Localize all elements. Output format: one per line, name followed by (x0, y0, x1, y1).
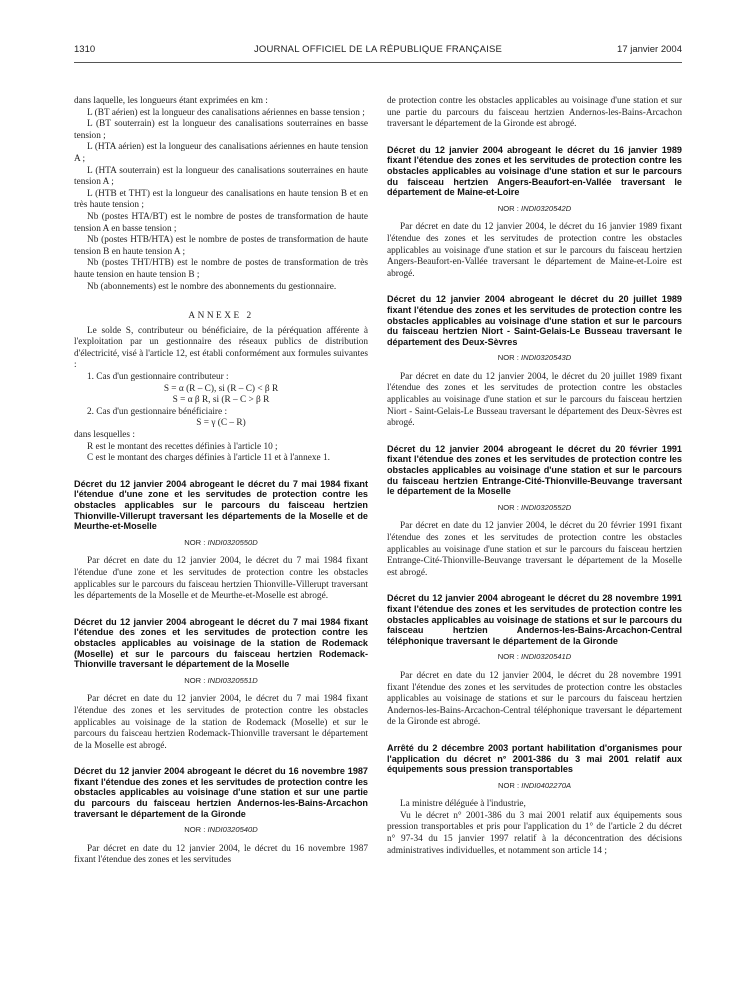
page-number: 1310 (74, 44, 96, 55)
decree-body: Par décret en date du 12 janvier 2004, le décret du 16 novembre 1987 fixant l'étendue des zones et les servitudes (74, 843, 368, 866)
left-column (74, 96, 368, 867)
issue-date: 17 janvier 2004 (617, 44, 682, 55)
nor-reference (387, 651, 682, 663)
nor-reference (74, 537, 368, 549)
definition-line: Nb (postes THT/HTB) est le nombre de postes de transformation de très haute tension en haute tension B ; (74, 258, 368, 280)
decree-title: Décret du 12 janvier 2004 abrogeant le décret du 7 mai 1984 fixant l'étendue d'une zone et les servitudes de protection contre les obstacles applicables sur le parcours du faisceau hertzien Thionville-Villerupt traversant les départements de la Moselle et de Meurthe-et-Moselle (74, 478, 368, 532)
definition-line: Nb (abonnements) est le nombre des abonnements du gestionnaire. (87, 281, 337, 292)
decree-title: Décret du 12 janvier 2004 abrogeant le décret du 16 novembre 1987 fixant l'étendue des zones et les servitudes de protection contre les obstacles applicables au voisinage d'une station et sur une partie du parcours du faisceau hertzien Andernos-les-Bains-Arcachon traversant le département de la Gironde (74, 766, 368, 819)
definition-line: C est le montant des charges définies à l'article 11 et à l'annexe 1. (87, 453, 330, 464)
text-line: dans laquelle, les longueurs étant exprimées en km : (74, 96, 268, 106)
decree-title: Décret du 12 janvier 2004 abrogeant le décret du 20 février 1991 fixant l'étendue des zones et les servitudes de protection contre les obstacles applicables au voisinage d'une station et sur le parcours du faisceau hertzien Entrange-Cité-Thionville-Beuvange traversant le département de la Moselle (387, 443, 682, 497)
annex-intro: Le solde S, contributeur ou bénéficiaire, de la péréquation afférente à l'exploitation par un gestionnaire des réseaux publics de distribution d'électricité, visé à l'article 12, est établi conformément aux formules suivantes : (74, 325, 368, 371)
definition-line: Nb (postes HTA/BT) est le nombre de postes de transformation de haute tension A en basse tension ; (74, 211, 368, 234)
decree-title: Décret du 12 janvier 2004 abrogeant le décret du 16 janvier 1989 fixant l'étendue des zones et les servitudes de protection contre les obstacles applicables au voisinage d'une station et sur le parcours du faisceau hertzien Angers-Beaufort-en-Vallée traversant le département de Maine-et-Loire (387, 144, 682, 198)
nor-label: NOR : (184, 537, 206, 547)
case-heading: 1. Cas d'un gestionnaire contributeur : (87, 372, 229, 383)
nor-reference (387, 203, 682, 215)
visa-paragraph: Vu le décret n° 2001-386 du 3 mai 2001 relatif aux équipements sous pression transportables et pris pour l'application du 1° de l'article 2 du décret n° 97-34 du 15 janvier 1997 relatif à la déconcentration des décisions administratives individuelles, et notamment son article 14 ; (387, 810, 682, 856)
nor-label: NOR : (184, 825, 206, 835)
decree-body: Par décret en date du 12 janvier 2004, le décret du 7 mai 1984 fixant l'étendue des zones et les servitudes de protection contre les obstacles applicables au voisinage de la station de Rodemack (Moselle) et sur le parcours du faisceau hertzien Rodemack-Thionville traversant le département de la Moselle est abrogé. (74, 694, 368, 751)
annex-title: ANNEXE 2 (188, 311, 254, 322)
nor-label: NOR : (497, 203, 519, 213)
nor-reference (387, 352, 682, 364)
nor-code: INDI0402270A (521, 780, 572, 790)
page-header (74, 44, 682, 58)
nor-label: NOR : (497, 780, 520, 790)
nor-label: NOR : (497, 652, 519, 662)
text-line: dans lesquelles : (74, 430, 135, 441)
decree-title: Décret du 12 janvier 2004 abrogeant le décret du 28 novembre 1991 fixant l'étendue des zones et les servitudes de protection contre les obstacles applicables au voisinage de stations et sur le parcours du faisceau hertzien Andernos-les-Bains-Arcachon-Central téléphonique traversant le département de la Gironde (387, 593, 682, 646)
definition-line: Nb (postes HTB/HTA) est le nombre de postes de transformation de haute tension B en haute tension A ; (74, 235, 368, 257)
definition-line: L (BT souterrain) est la longueur des canalisations souterraines en basse tension ; (74, 119, 368, 141)
decree-body: Par décret en date du 12 janvier 2004, le décret du 28 novembre 1991 fixant l'étendue des zones et les servitudes de protection contre les obstacles applicables au voisinage de stations et sur le parcours du faisceau hertzien Andernos-les-Bains-Arcachon-Central téléphonique traversant le département de la Gironde est abrogé. (387, 670, 682, 728)
formula: S = α (R – C), si (R – C) < β R (163, 383, 279, 394)
nor-reference (387, 502, 682, 514)
decree-title: Décret du 12 janvier 2004 abrogeant le décret du 20 juillet 1989 fixant l'étendue des zones et les servitudes de protection contre les obstacles applicables au voisinage d'une station et sur le parcours du faisceau hertzien Niort - Saint-Gelais-Le Busseau traversant le département des Deux-Sèvres (387, 294, 682, 347)
decree-body: Par décret en date du 12 janvier 2004, le décret du 7 mai 1984 fixant l'étendue d'une zone et les servitudes de protection contre les obstacles applicables sur le parcours du faisceau hertzien Thionville-Villerupt traversant les départements de la Moselle et de Meurthe-et-Moselle est abrogé. (74, 556, 368, 602)
decree-body: Par décret en date du 12 janvier 2004, le décret du 20 février 1991 fixant l'étendue des zones et les servitudes de protection contre les obstacles applicables au voisinage d'une station et sur le parcours du faisceau hertzien Entrange-Cité-Thionville-Beuvange traversant le département de la Moselle est abrogé. (387, 521, 682, 578)
journal-title: JOURNAL OFFICIEL DE LA RÉPUBLIQUE FRANÇAISE (253, 44, 503, 55)
decree-body: La ministre déléguée à l'industrie, (400, 799, 526, 810)
decree-title: Décret du 12 janvier 2004 abrogeant le décret du 7 mai 1984 fixant l'étendue des zones et les servitudes de protection contre les obstacles applicables au voisinage de la station de Rodemack (Moselle) et sur le parcours du faisceau hertzien Rodemack-Thionville traversant le département de la Moselle (74, 616, 368, 670)
formula: S = α β R, si (R – C > β R (172, 395, 270, 406)
nor-code: INDI0320541D (520, 652, 572, 662)
definition-line: L (HTA aérien) est la longueur des canalisations aériennes en haute tension A ; (74, 142, 368, 164)
nor-code: INDI0320551D (207, 675, 258, 685)
nor-code: INDI0320552D (520, 502, 572, 512)
definition-line: L (BT aérien) est la longueur des canalisations aériennes en basse tension ; (87, 107, 365, 118)
decree-title: Arrêté du 2 décembre 2003 portant habilitation d'organismes pour l'application du décret n° 2001-386 du 3 mai 2001 relatif aux équipements sous pression transportables (387, 742, 682, 775)
case-heading: 2. Cas d'un gestionnaire bénéficiaire : (87, 406, 228, 417)
nor-label: NOR : (497, 502, 519, 512)
header-rule (74, 62, 682, 63)
formula: S = γ (C – R) (196, 418, 246, 429)
definition-line: L (HTB et THT) est la longueur des canalisations en haute tension B et en très haute tension ; (74, 188, 368, 211)
nor-reference (387, 780, 682, 792)
nor-code: INDI0320550D (207, 537, 258, 547)
nor-reference (74, 824, 368, 836)
nor-label: NOR : (497, 353, 519, 363)
definition-line: L (HTA souterrain) est la longueur des canalisations souterraines en haute tension A ; (74, 165, 368, 188)
decree-body: Par décret en date du 12 janvier 2004, le décret du 20 juillet 1989 fixant l'étendue des zones et les servitudes de protection contre les obstacles applicables au voisinage d'une station et sur le parcours du faisceau hertzien Niort - Saint-Gelais-Le Busseau traversant le département des Deux-Sèvres est abrogé. (387, 371, 682, 429)
nor-code: INDI0320540D (207, 825, 258, 835)
right-column (387, 96, 682, 857)
nor-code: INDI0320543D (520, 353, 572, 363)
nor-code: INDI0320542D (520, 203, 572, 213)
definition-line: R est le montant des recettes définies à l'article 10 ; (87, 441, 278, 452)
nor-label: NOR : (184, 675, 206, 685)
nor-reference (74, 675, 368, 687)
decree-body: Par décret en date du 12 janvier 2004, le décret du 16 janvier 1989 fixant l'étendue des zones et les servitudes de protection contre les obstacles applicables au voisinage d'une station et sur le parcours du faisceau hertzien Angers-Beaufort-en-Vallée traversant le département de Maine-et-Loire est abrogé. (387, 222, 682, 279)
decree-body-continuation: de protection contre les obstacles applicables au voisinage d'une station et sur une partie du parcours du faisceau hertzien Andernos-les-Bains-Arcachon traversant le département de la Gironde est abrogé. (387, 96, 682, 130)
